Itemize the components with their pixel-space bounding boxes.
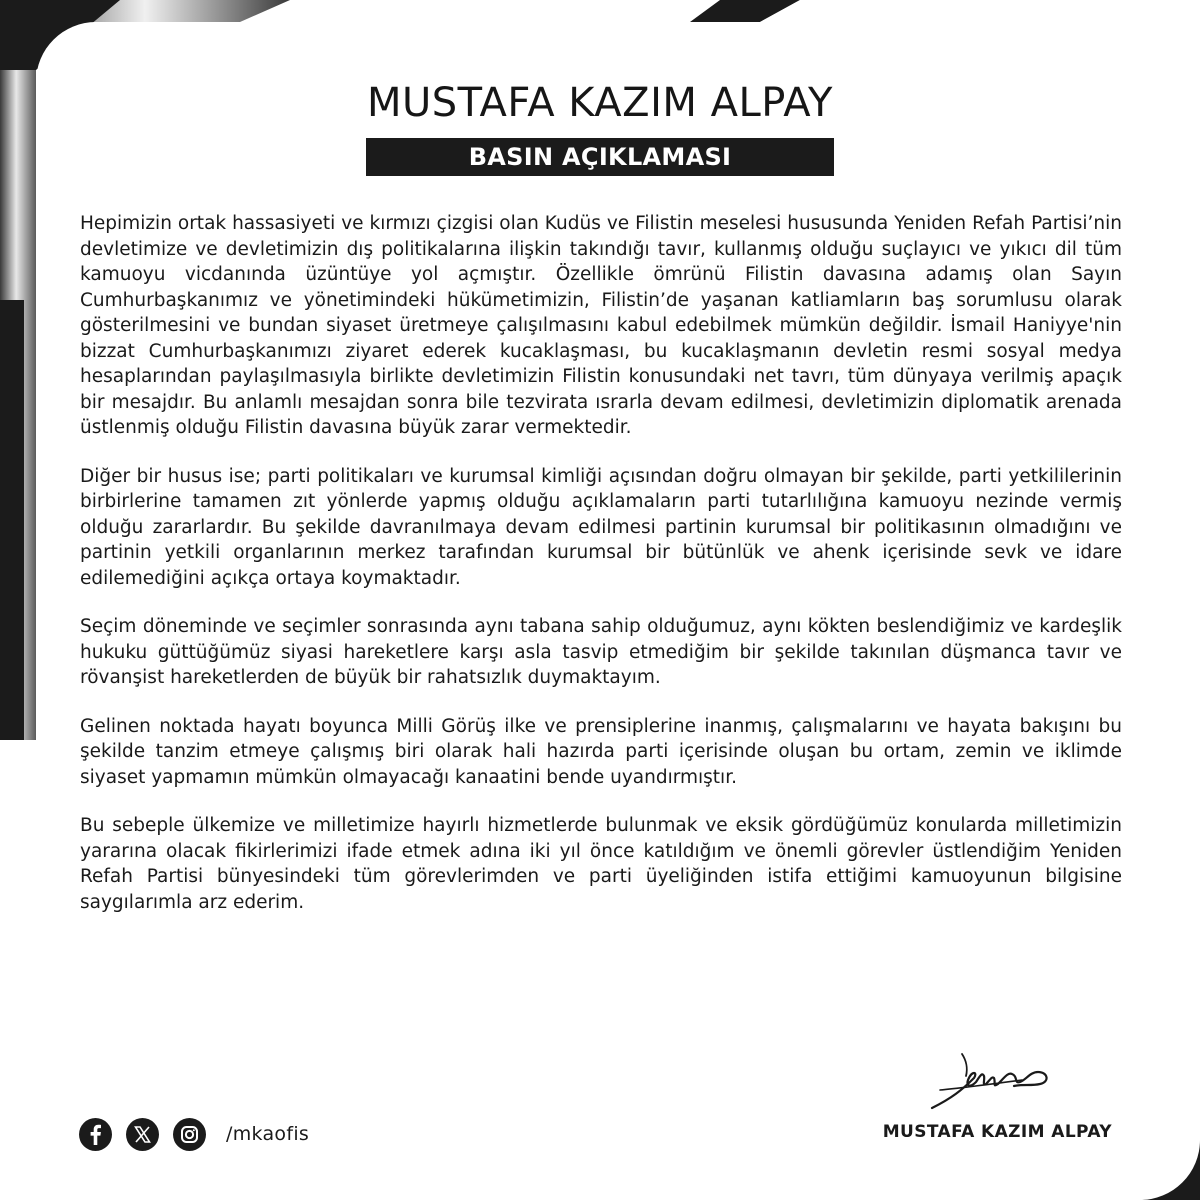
paragraph-3: Seçim döneminde ve seçimler sonrasında aynı tabana sahip olduğumuz, aynı kökten beslendiğimiz ve kardeşlik hukuku güttüğümüz siyasi hareketlere karşı asla tasvip etmediğim bir şekilde takınılan düşmanca tavır ve rövanşist hareketlerden de büyük bir rahatsızlık duymaktayım. [80,616,1122,688]
paragraph-4: Gelinen noktada hayatı boyunca Milli Görüş ilke ve prensiplerine inanmış, çalışmalarını ve hayata bakışını bu şekilde tanzim etmeye çalışmış biri olarak hali hazırda parti içerisinde oluşan bu ortam, zemin ve iklimde siyaset yapmamın mümkün olmayacağı kanaatini bende uyandırmıştır. [80,715,1122,788]
social-links [79,1118,309,1150]
paragraph-5: Bu sebeple ülkemize ve milletimize hayırlı hizmetlerde bulunmak ve eksik gördüğümüz konularda milletimizin yararına olacak fikirlerimizi ifade etmek adına iki yıl önce katıldığım ve önemli görevler üstlendiğim Yeniden Refah Partisi bünyesindeki tüm görevlerimden ve parti üyeliğinden istifa ettiğimi kamuoyunun bilgisine saygılarımla arz ederim. [80,815,1122,913]
document-title: MUSTAFA KAZIM ALPAY [366,80,833,126]
signature-image [922,1050,1062,1116]
x-icon[interactable] [126,1118,159,1151]
paragraph-1: Hepimizin ortak hassasiyeti ve kırmızı çizgisi olan Kudüs ve Filistin meselesi hususunda Yeniden Refah Partisi’nin devletimize ve devletimizin dış politikalarına ilişkin takındığı tavır, kullanmış olduğu suçlayıcı ve yıkıcı dil tüm kamuoyu vicdanında üzüntüye yol açmıştır. Özellikle ömrünü Filistin davasına adamış olan Sayın Cumhurbaşkanımız ve yönetimindeki hükümetimizin, Filistin’de yaşanan katliamların baş sorumlusu olarak gösterilmesini ve bundan siyaset üretmeye çalışılmasını kabul edebilmek mümkün değildir. İsmail Haniyye'nin bizzat Cumhurbaşkanımızı ziyaret ederek kucaklaşması, bu kucaklaşmanın devletin resmi sosyal medya hesaplarından paylaşılmasıyla birlikte devletimizin Filistin konusundaki net tavrı, tüm dünyaya verilmiş apaçık bir mesajdır. Bu anlamlı mesajdan sonra bile tezvirata ısrarla devam edilmesi, devletimizin diplomatik arenada üstlenmiş olduğu Filistin davasına büyük zarar vermektedir. [80,213,1122,438]
document-body [80,211,1122,938]
signer-name: MUSTAFA KAZIM ALPAY [882,1122,1112,1142]
document-subtitle: BASIN AÇIKLAMASI [366,138,834,176]
instagram-icon[interactable] [173,1118,206,1151]
facebook-icon[interactable] [79,1118,112,1151]
social-handle[interactable]: /mkaofis [226,1123,310,1145]
paragraph-2: Diğer bir husus ise; parti politikaları ve kurumsal kimliği açısından doğru olmayan bir şekilde, parti yetkililerinin birbirlerine tamamen zıt yönlerde yapmış olduğu açıklamaların parti tutarlılığına kamuoyu nezinde vermiş olduğu zararlardır. Bu şekilde davranılmaya devam edilmesi partinin kurumsal bir politikasının olmadığını ve partinin yetkili organlarının merkez tarafından kurumsal bir bütünlük ve ahenk içerisinde sevk ve idare edilemediğini açıkça ortaya koymaktadır. [80,465,1122,589]
